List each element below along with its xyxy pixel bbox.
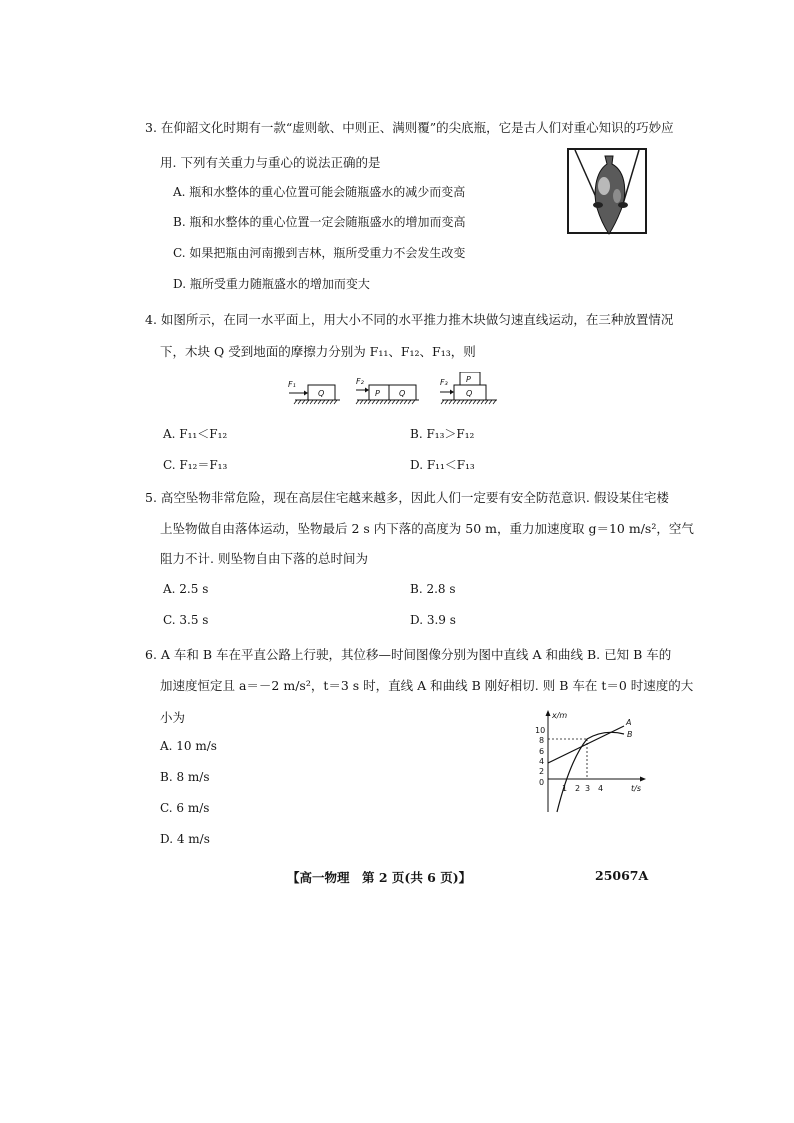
q6-x-tick-1: 1 (562, 784, 568, 793)
q4-arrangement-2 (356, 377, 419, 404)
q4-option-d: D. F₁₁＜F₁₃ (410, 458, 475, 472)
q4-line2: 下，木块 Q 受到地面的摩擦力分别为 F₁₁、F₁₂、F₁₃，则 (160, 344, 476, 359)
q4-option-c: C. F₁₂＝F₁₃ (163, 458, 228, 472)
q3-option-d: D. 瓶所受重力随瓶盛水的增加而变大 (173, 277, 370, 291)
q6-y-tick-6: 6 (539, 747, 545, 756)
q4-block-q-2: Q (399, 389, 406, 398)
q4-arrangement-1 (288, 380, 340, 404)
q3-option-a: A. 瓶和水整体的重心位置可能会随瓶盛水的减少而变高 (173, 185, 466, 199)
q4-line1: 4. 如图所示，在同一水平面上，用大小不同的水平推力推木块做匀速直线运动，在三种放置情况 (145, 312, 674, 327)
q6-line-a (548, 726, 624, 763)
q6-option-b: B. 8 m/s (160, 770, 210, 784)
q4-force-1-label: F₁ (288, 380, 296, 389)
q5-line1: 5. 高空坠物非常危险，现在高层住宅越来越多，因此人们一定要有安全防范意识. 假设某住宅楼 (145, 490, 669, 505)
q5-line2: 上坠物做自由落体运动，坠物最后 2 s 内下落的高度为 50 m，重力加速度取 g＝10 m/s²，空气 (160, 521, 694, 536)
q6-x-tick-4: 4 (598, 784, 604, 793)
q5-line3: 阻力不计. 则坠物自由下落的总时间为 (160, 551, 368, 566)
q3-option-c: C. 如果把瓶由河南搬到吉林，瓶所受重力不会发生改变 (173, 246, 466, 260)
q5-option-c: C. 3.5 s (163, 613, 209, 627)
q6-line2: 加速度恒定且 a＝－2 m/s²，t＝3 s 时，直线 A 和曲线 B 刚好相切. 则 B 车在 t＝0 时速度的大 (160, 678, 694, 693)
q4-block-q-1: Q (318, 389, 325, 398)
q4-block-q-3: Q (466, 389, 473, 398)
q4-option-b: B. F₁₃＞F₁₂ (410, 427, 475, 441)
q6-xt-graph (530, 708, 650, 820)
q3-line2: 用. 下列有关重力与重心的说法正确的是 (160, 155, 381, 170)
footer-page-info: 【高一物理 第 2 页(共 6 页)】 (287, 870, 472, 885)
q4-block-p-3: P (466, 375, 471, 384)
q6-option-d: D. 4 m/s (160, 832, 210, 846)
q6-y-axis-label: x/m (552, 711, 568, 720)
footer-code: 25067A (595, 868, 649, 883)
q6-x-axis-label: t/s (631, 784, 641, 793)
q4-block-p-2: P (375, 389, 380, 398)
q4-option-a: A. F₁₁＜F₁₂ (163, 427, 228, 441)
q4-blocks-figure (285, 372, 500, 410)
q6-y-tick-8: 8 (539, 736, 545, 745)
q6-option-a: A. 10 m/s (160, 739, 217, 753)
q6-x-tick-2: 2 (575, 784, 581, 793)
q6-y-tick-2: 2 (539, 767, 545, 776)
q6-curve-b (557, 732, 624, 812)
q4-arrangement-3 (440, 372, 497, 404)
q3-option-b: B. 瓶和水整体的重心位置一定会随瓶盛水的增加而变高 (173, 215, 466, 229)
q6-y-tick-4: 4 (539, 757, 545, 766)
q6-option-c: C. 6 m/s (160, 801, 210, 815)
q4-force-2-label: F₂ (356, 377, 364, 386)
q6-line-a-label: A (626, 718, 632, 727)
q6-line1: 6. A 车和 B 车在平直公路上行驶，其位移—时间图像分别为图中直线 A 和曲线 B. 已知 B 车的 (145, 647, 672, 662)
q6-x-tick-3: 3 (585, 784, 591, 793)
q6-y-tick-10: 10 (535, 726, 546, 735)
q6-line3: 小为 (160, 710, 186, 725)
q6-curve-b-label: B (627, 730, 633, 739)
q5-option-b: B. 2.8 s (410, 582, 456, 596)
q6-y-tick-0: 0 (539, 778, 545, 787)
q3-bottle-figure (565, 146, 649, 236)
q4-force-3-label: F₃ (440, 378, 448, 387)
q5-option-d: D. 3.9 s (410, 613, 456, 627)
q5-option-a: A. 2.5 s (163, 582, 209, 596)
q3-line1: 3. 在仰韶文化时期有一款“虚则欹、中则正、满则覆”的尖底瓶，它是古人们对重心知识的巧妙应 (145, 120, 674, 135)
